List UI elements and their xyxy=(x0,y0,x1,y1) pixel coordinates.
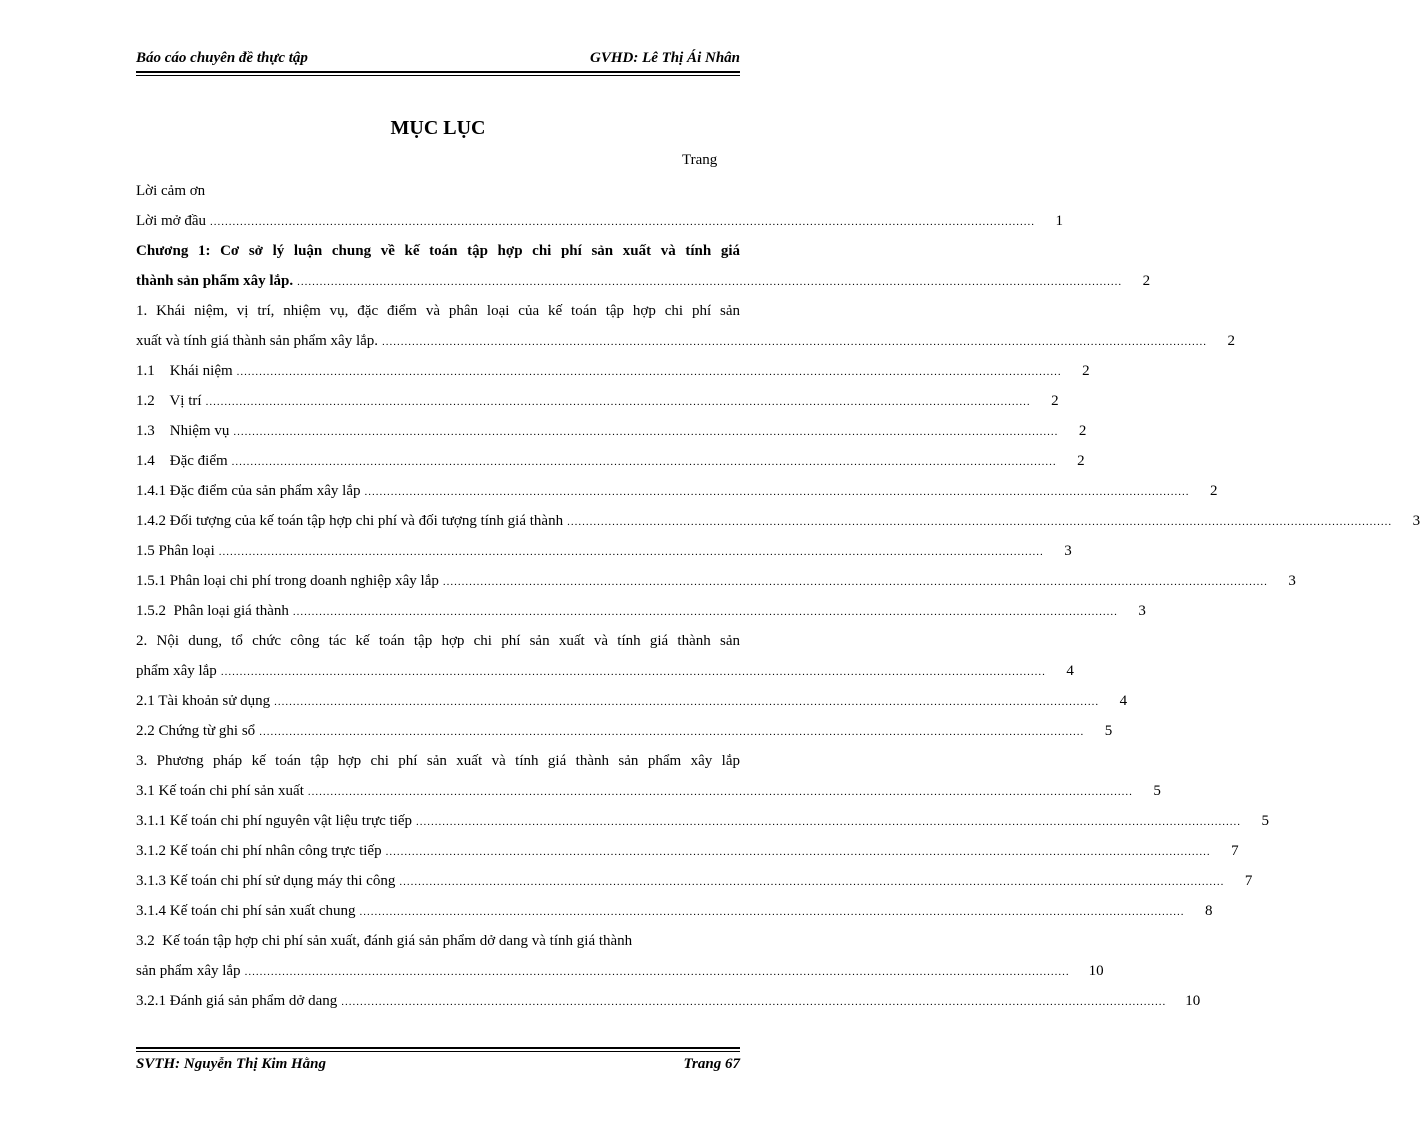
toc-entry[interactable] xyxy=(136,836,1239,866)
toc-page-number: 7 xyxy=(1231,843,1239,859)
toc-entry-text: Lời cảm ơn xyxy=(136,183,206,199)
toc-page-number: 4 xyxy=(1119,693,1128,709)
leader-dots: ............................................................................................................................................................................................................................ xyxy=(297,276,1123,288)
toc-entry-text: 1.1 Khái niệm xyxy=(136,363,233,379)
toc-page-number: 2 xyxy=(1142,273,1151,289)
toc-entry-text: 1.4 Đặc điểm xyxy=(136,453,228,469)
footer-rule-thin xyxy=(136,1051,740,1052)
toc-page-number: 2 xyxy=(1078,423,1087,439)
toc-entry-text: 3.1 Kế toán chi phí sản xuất xyxy=(136,783,304,799)
toc-entry-text: Lời mở đầu xyxy=(136,213,207,229)
toc-entry[interactable] xyxy=(136,326,1236,356)
toc-entry-text: 2.1 Tài khoản sử dụng xyxy=(136,693,271,709)
toc-page-number: 2 xyxy=(1210,483,1218,499)
toc-entry[interactable] xyxy=(136,896,1213,926)
toc-entry-text: 3.2 Kế toán tập hợp chi phí sản xuất, đánh giá sản phẩm dở dang và tính giá thành xyxy=(136,933,633,949)
leader-dots: ............................................................................................................................................................................................................................ xyxy=(359,906,1185,918)
toc-entry xyxy=(136,626,740,656)
toc-entry[interactable] xyxy=(136,536,1072,566)
leader-dots: ............................................................................................................................................................................................................................ xyxy=(364,486,1190,498)
toc-page-number: 2 xyxy=(1227,333,1236,349)
leader-dots: ............................................................................................................................................................................................................................ xyxy=(218,546,1044,558)
toc-page-number: 3 xyxy=(1288,573,1296,589)
toc-entry-text: Chương 1: Cơ sở lý luận chung về kế toán tập hợp chi phí sản xuất và tính giá xyxy=(136,243,740,259)
toc-page-number: 10 xyxy=(1088,963,1104,979)
toc-page-number: 5 xyxy=(1261,813,1269,829)
leader-dots: ............................................................................................................................................................................................................................ xyxy=(236,366,1062,378)
leader-dots: ............................................................................................................................................................................................................................ xyxy=(231,456,1057,468)
toc-entry-text: 3. Phương pháp kế toán tập hợp chi phí sản xuất và tính giá thành sản phẩm xây lắp xyxy=(136,753,740,769)
toc-entry[interactable] xyxy=(136,506,1420,536)
toc-page-number: 5 xyxy=(1153,783,1161,799)
toc-entry xyxy=(136,746,740,776)
toc-page-number: 3 xyxy=(1412,513,1420,529)
header-rule xyxy=(136,71,740,73)
toc-page-number: 1 xyxy=(1055,213,1064,229)
toc-page-number: 4 xyxy=(1066,663,1074,679)
leader-dots: ............................................................................................................................................................................................................................ xyxy=(382,336,1208,348)
header-rule-thin xyxy=(136,75,740,76)
toc-entry[interactable] xyxy=(136,566,1296,596)
toc-entry[interactable] xyxy=(136,986,1201,1016)
toc-entry[interactable] xyxy=(136,716,1113,746)
toc-entry xyxy=(136,236,740,266)
toc-page-number: 8 xyxy=(1205,903,1213,919)
leader-dots: ............................................................................................................................................................................................................................ xyxy=(442,576,1268,588)
toc-entry-text: 1.5.2 Phân loại giá thành xyxy=(136,603,289,619)
leader-dots: ............................................................................................................................................................................................................................ xyxy=(210,216,1036,228)
toc-entry-text: 3.1.2 Kế toán chi phí nhân công trực tiếp xyxy=(136,843,382,859)
toc-entry[interactable] xyxy=(136,416,1087,446)
toc-entry[interactable] xyxy=(136,806,1269,836)
leader-dots: ............................................................................................................................................................................................................................ xyxy=(292,606,1118,618)
leader-dots: ............................................................................................................................................................................................................................ xyxy=(399,876,1225,888)
toc-entry-text: 3.2.1 Đánh giá sản phẩm dở dang xyxy=(136,993,338,1009)
toc-page-number: 2 xyxy=(1051,393,1059,409)
toc-entry-text: 2. Nội dung, tổ chức công tác kế toán tập hợp chi phí sản xuất và tính giá thành sản xyxy=(136,633,740,649)
toc-entry-text: 1.2 Vị trí xyxy=(136,393,202,409)
leader-dots: ............................................................................................................................................................................................................................ xyxy=(205,396,1031,408)
table-of-contents xyxy=(136,176,1420,1016)
leader-dots: ............................................................................................................................................................................................................................ xyxy=(415,816,1241,828)
toc-entry-text: sản phẩm xây lắp xyxy=(136,963,241,979)
toc-entry[interactable] xyxy=(136,866,1253,896)
header-advisor: GVHD: Lê Thị Ái Nhân xyxy=(589,50,740,66)
page-footer xyxy=(136,1056,740,1073)
toc-entry[interactable] xyxy=(136,386,1059,416)
toc-page-number: 2 xyxy=(1082,363,1090,379)
page-column-label: Trang xyxy=(682,152,718,168)
toc-entry-text: 1.4.2 Đối tượng của kế toán tập hợp chi phí và đối tượng tính giá thành xyxy=(136,513,564,529)
footer-rule xyxy=(136,1047,740,1049)
leader-dots: ............................................................................................................................................................................................................................ xyxy=(274,696,1100,708)
toc-entry-text: 1.5 Phân loại xyxy=(136,543,215,559)
toc-entry[interactable] xyxy=(136,596,1146,626)
leader-dots: ............................................................................................................................................................................................................................ xyxy=(307,786,1133,798)
toc-entry-text: xuất và tính giá thành sản phẩm xây lắp. xyxy=(136,333,379,349)
leader-dots: ............................................................................................................................................................................................................................ xyxy=(385,846,1211,858)
toc-entry[interactable] xyxy=(136,776,1161,806)
toc-entry[interactable] xyxy=(136,446,1085,476)
toc-entry[interactable] xyxy=(136,656,1074,686)
toc-page-number: 5 xyxy=(1104,723,1113,739)
toc-page-number: 2 xyxy=(1077,453,1085,469)
toc-entry xyxy=(136,176,740,206)
leader-dots: ............................................................................................................................................................................................................................ xyxy=(567,516,1393,528)
toc-page-number: 10 xyxy=(1185,993,1201,1009)
toc-entry[interactable] xyxy=(136,476,1218,506)
header-report-title: Báo cáo chuyên đề thực tập xyxy=(136,50,308,66)
leader-dots: ............................................................................................................................................................................................................................ xyxy=(259,726,1085,738)
toc-entry-text: 1.4.1 Đặc điểm của sản phẩm xây lắp xyxy=(136,483,361,499)
toc-entry-text: 3.1.3 Kế toán chi phí sử dụng máy thi công xyxy=(136,873,396,889)
toc-entry-text: 3.1.4 Kế toán chi phí sản xuất chung xyxy=(136,903,356,919)
toc-page-number: 3 xyxy=(1064,543,1072,559)
toc-entry-text: 3.1.1 Kế toán chi phí nguyên vật liệu trực tiếp xyxy=(136,813,412,829)
toc-entry-text: 1. Khái niệm, vị trí, nhiệm vụ, đặc điểm và phân loại của kế toán tập hợp chi phí sản xyxy=(136,303,740,319)
leader-dots: ............................................................................................................................................................................................................................ xyxy=(341,996,1167,1008)
leader-dots: ............................................................................................................................................................................................................................ xyxy=(233,426,1059,438)
toc-entry[interactable] xyxy=(136,206,1064,236)
toc-entry[interactable] xyxy=(136,266,1151,296)
toc-entry-text: 1.5.1 Phân loại chi phí trong doanh nghiệp xây lắp xyxy=(136,573,439,589)
toc-page-number: 3 xyxy=(1138,603,1146,619)
leader-dots: ............................................................................................................................................................................................................................ xyxy=(220,666,1046,678)
leader-dots: ............................................................................................................................................................................................................................ xyxy=(244,966,1070,978)
toc-entry-text: thành sản phẩm xây lắp. xyxy=(136,273,294,289)
page-title: MỤC LỤC xyxy=(390,117,486,139)
toc-entry xyxy=(136,296,740,326)
toc-entry xyxy=(136,926,740,956)
toc-entry[interactable] xyxy=(136,956,1104,986)
footer-page-number: Trang 67 xyxy=(683,1056,740,1072)
toc-entry-text: phẩm xây lắp xyxy=(136,663,217,679)
toc-entry-text: 2.2 Chứng từ ghi sổ xyxy=(136,723,256,739)
toc-page-number: 7 xyxy=(1244,873,1253,889)
footer-author: SVTH: Nguyễn Thị Kim Hằng xyxy=(136,1056,327,1072)
toc-entry-text: 1.3 Nhiệm vụ xyxy=(136,423,230,439)
toc-entry[interactable] xyxy=(136,356,1090,386)
toc-entry[interactable] xyxy=(136,686,1128,716)
page-header xyxy=(136,50,740,67)
